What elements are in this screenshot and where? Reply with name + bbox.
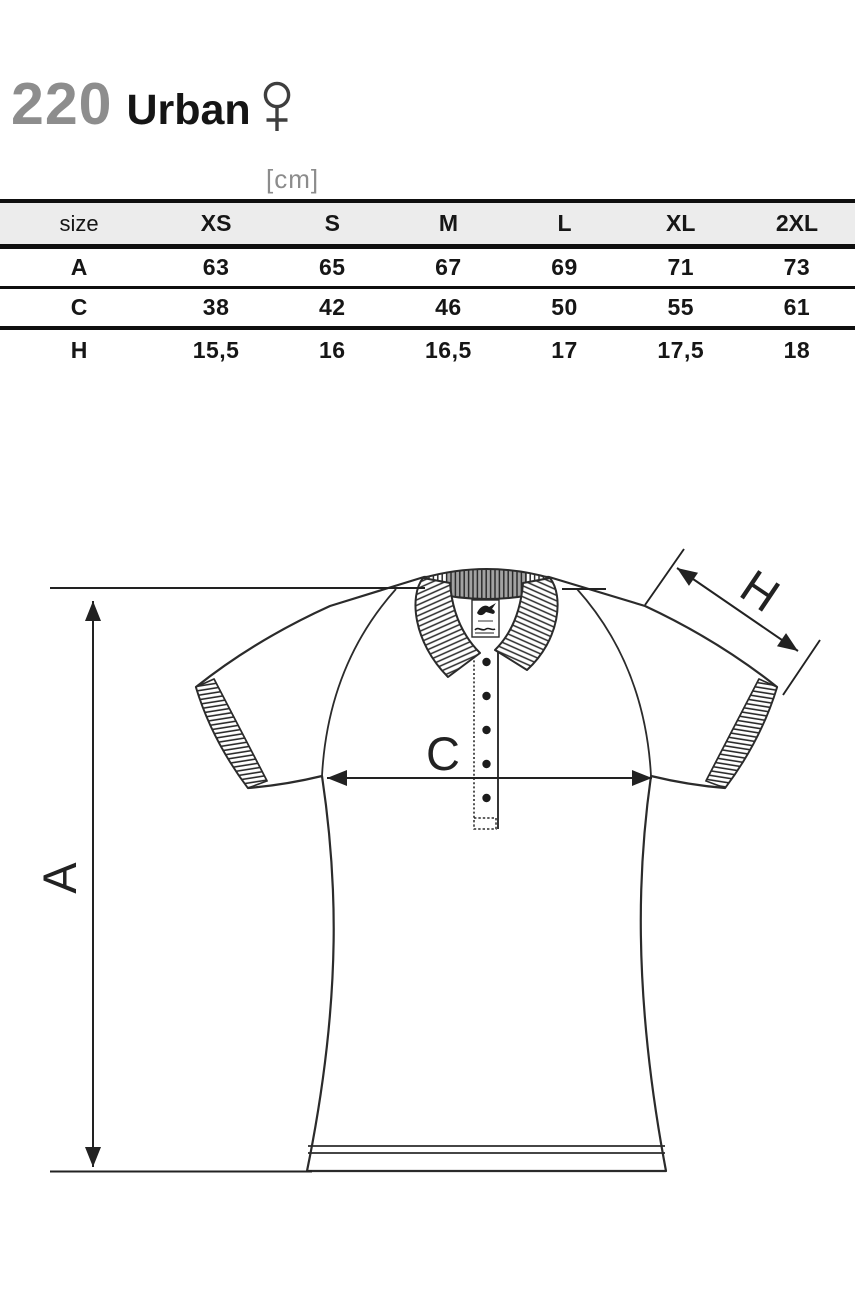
value-a-xs: 63: [202, 254, 230, 280]
value-h-xl: 17,5: [657, 336, 705, 363]
dimension-label-c: C: [426, 727, 460, 780]
unit-label: [cm]: [266, 164, 320, 194]
row-label-c: C: [70, 294, 88, 320]
dimension-label-a: A: [33, 862, 86, 894]
dimension-label-h: H: [731, 559, 790, 623]
value-c-l: 50: [551, 294, 578, 320]
row-label-a: A: [70, 254, 88, 280]
product-code: 220: [11, 71, 113, 137]
value-c-s: 42: [318, 294, 346, 320]
column-header-s: S: [324, 210, 340, 236]
size-table-header-row: [0, 203, 855, 249]
value-c-m: 46: [435, 294, 462, 320]
column-header-2xl: 2XL: [775, 210, 818, 236]
value-h-s: 16: [318, 336, 346, 363]
value-h-xs: 15,5: [192, 336, 240, 363]
value-a-m: 67: [435, 254, 462, 280]
female-gender-icon: [259, 81, 295, 138]
value-a-xl: 71: [667, 254, 695, 280]
value-a-s: 65: [318, 254, 346, 280]
polo-shirt-technical-drawing: [0, 540, 855, 1220]
column-header-xl: XL: [666, 210, 696, 236]
value-c-xs: 38: [202, 294, 230, 320]
table-row-h: [0, 330, 855, 370]
value-c-xl: 55: [667, 294, 695, 320]
table-row-a: [0, 249, 855, 289]
size-table: [0, 199, 855, 370]
value-a-2xl: 73: [783, 254, 811, 280]
value-a-l: 69: [551, 254, 578, 280]
product-name: Urban: [126, 86, 251, 134]
column-header-m: M: [438, 210, 458, 236]
value-h-l: 17: [551, 336, 578, 363]
row-label-h: H: [70, 336, 88, 363]
button-placket: [474, 650, 498, 829]
brand-neck-label: [472, 600, 499, 637]
column-header-xs: XS: [200, 210, 232, 236]
value-c-2xl: 61: [783, 294, 811, 320]
value-h-2xl: 18: [783, 336, 811, 363]
column-header-size: size: [59, 210, 99, 236]
column-header-l: L: [557, 210, 572, 236]
value-h-m: 16,5: [425, 336, 472, 363]
page-title: [11, 71, 295, 137]
table-row-c: [0, 289, 855, 330]
